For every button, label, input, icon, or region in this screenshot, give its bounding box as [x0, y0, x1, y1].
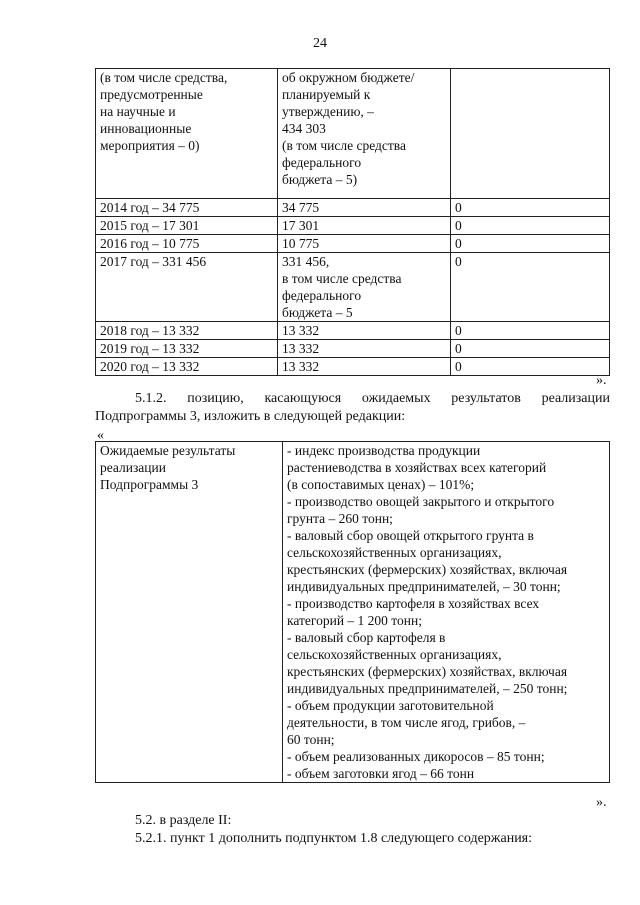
paragraph-5-2-1: 5.2.1. пункт 1 дополнить подпунктом 1.8 следующего содержания:	[135, 831, 533, 846]
table-cell-year: 2020 год – 13 332	[96, 358, 278, 376]
table-cell	[451, 69, 610, 199]
paragraph-5-1-2-line2: Подпрограммы 3, изложить в следующей редакции:	[95, 409, 406, 424]
paragraph-5-1-2-line1: 5.1.2. позицию, касающуюся ожидаемых результатов реализации	[135, 391, 610, 406]
table-cell-year: 2017 год – 331 456	[96, 253, 278, 322]
table-cell-other: 0	[451, 253, 610, 322]
table-cell-other: 0	[451, 217, 610, 235]
table-cell-amount: 13 332	[278, 340, 451, 358]
closing-quote: ».	[596, 373, 607, 388]
table-cell-year: 2015 год – 17 301	[96, 217, 278, 235]
table-row	[96, 442, 610, 783]
opening-quote: «	[97, 428, 104, 443]
table-row	[96, 340, 610, 358]
table-row	[96, 253, 610, 322]
table-cell-year: 2014 год – 34 775	[96, 199, 278, 217]
table-row	[96, 358, 610, 376]
table-cell-amount: 13 332	[278, 322, 451, 340]
table-row	[96, 217, 610, 235]
table-cell-label: Ожидаемые результаты реализации Подпрограммы 3	[96, 442, 283, 783]
table-row	[96, 199, 610, 217]
table-cell-other: 0	[451, 358, 610, 376]
table-cell-amount: 34 775	[278, 199, 451, 217]
table-cell-other: 0	[451, 340, 610, 358]
table-cell-year: 2019 год – 13 332	[96, 340, 278, 358]
table-cell-amount: 331 456, в том числе средства федерального бюджета – 5	[278, 253, 451, 322]
closing-quote: ».	[596, 795, 607, 810]
table-cell: об окружном бюджете/ планируемый к утверждению, – 434 303 (в том числе средства федерального бюджета – 5)	[278, 69, 451, 199]
table-cell-year: 2016 год – 10 775	[96, 235, 278, 253]
table-cell: (в том числе средства, предусмотренные на научные и инновационные мероприятия – 0)	[96, 69, 278, 199]
table-cell-year: 2018 год – 13 332	[96, 322, 278, 340]
table-cell-other: 0	[451, 235, 610, 253]
table-row	[96, 69, 610, 199]
table-cell-amount: 17 301	[278, 217, 451, 235]
table-cell-content: - индекс производства продукции растениеводства в хозяйствах всех категорий (в сопоставимых ценах) – 101%; - производство овощей закрытого и открытого грунта – 260 тонн; - валовый сбор овощей открытого грунта в сельскохозяйственных организациях, крестьянских (фермерских) хозяйствах, включая индивидуальных предпринимателей, – 30 тонн; - производство картофеля в хозяйствах всех категорий – 1 200 тонн; - валовый сбор картофеля в сельскохозяйственных организациях, крестьянских (фермерских) хозяйствах, включая индивидуальных предпринимателей, – 250 тонн; - объем продукции заготовительной деятельности, в том числе ягод, грибов, – 60 тонн; - объем реализованных дикоросов – 85 тонн; - объем заготовки ягод – 66 тонн	[283, 442, 610, 783]
table-cell-amount: 13 332	[278, 358, 451, 376]
table-cell-other: 0	[451, 322, 610, 340]
expected-results-table	[95, 441, 610, 783]
page-number: 24	[313, 36, 327, 51]
paragraph-5-2: 5.2. в разделе II:	[135, 813, 232, 828]
table-cell-amount: 10 775	[278, 235, 451, 253]
table-row	[96, 235, 610, 253]
funding-table	[95, 68, 610, 376]
table-cell-other: 0	[451, 199, 610, 217]
table-row	[96, 322, 610, 340]
